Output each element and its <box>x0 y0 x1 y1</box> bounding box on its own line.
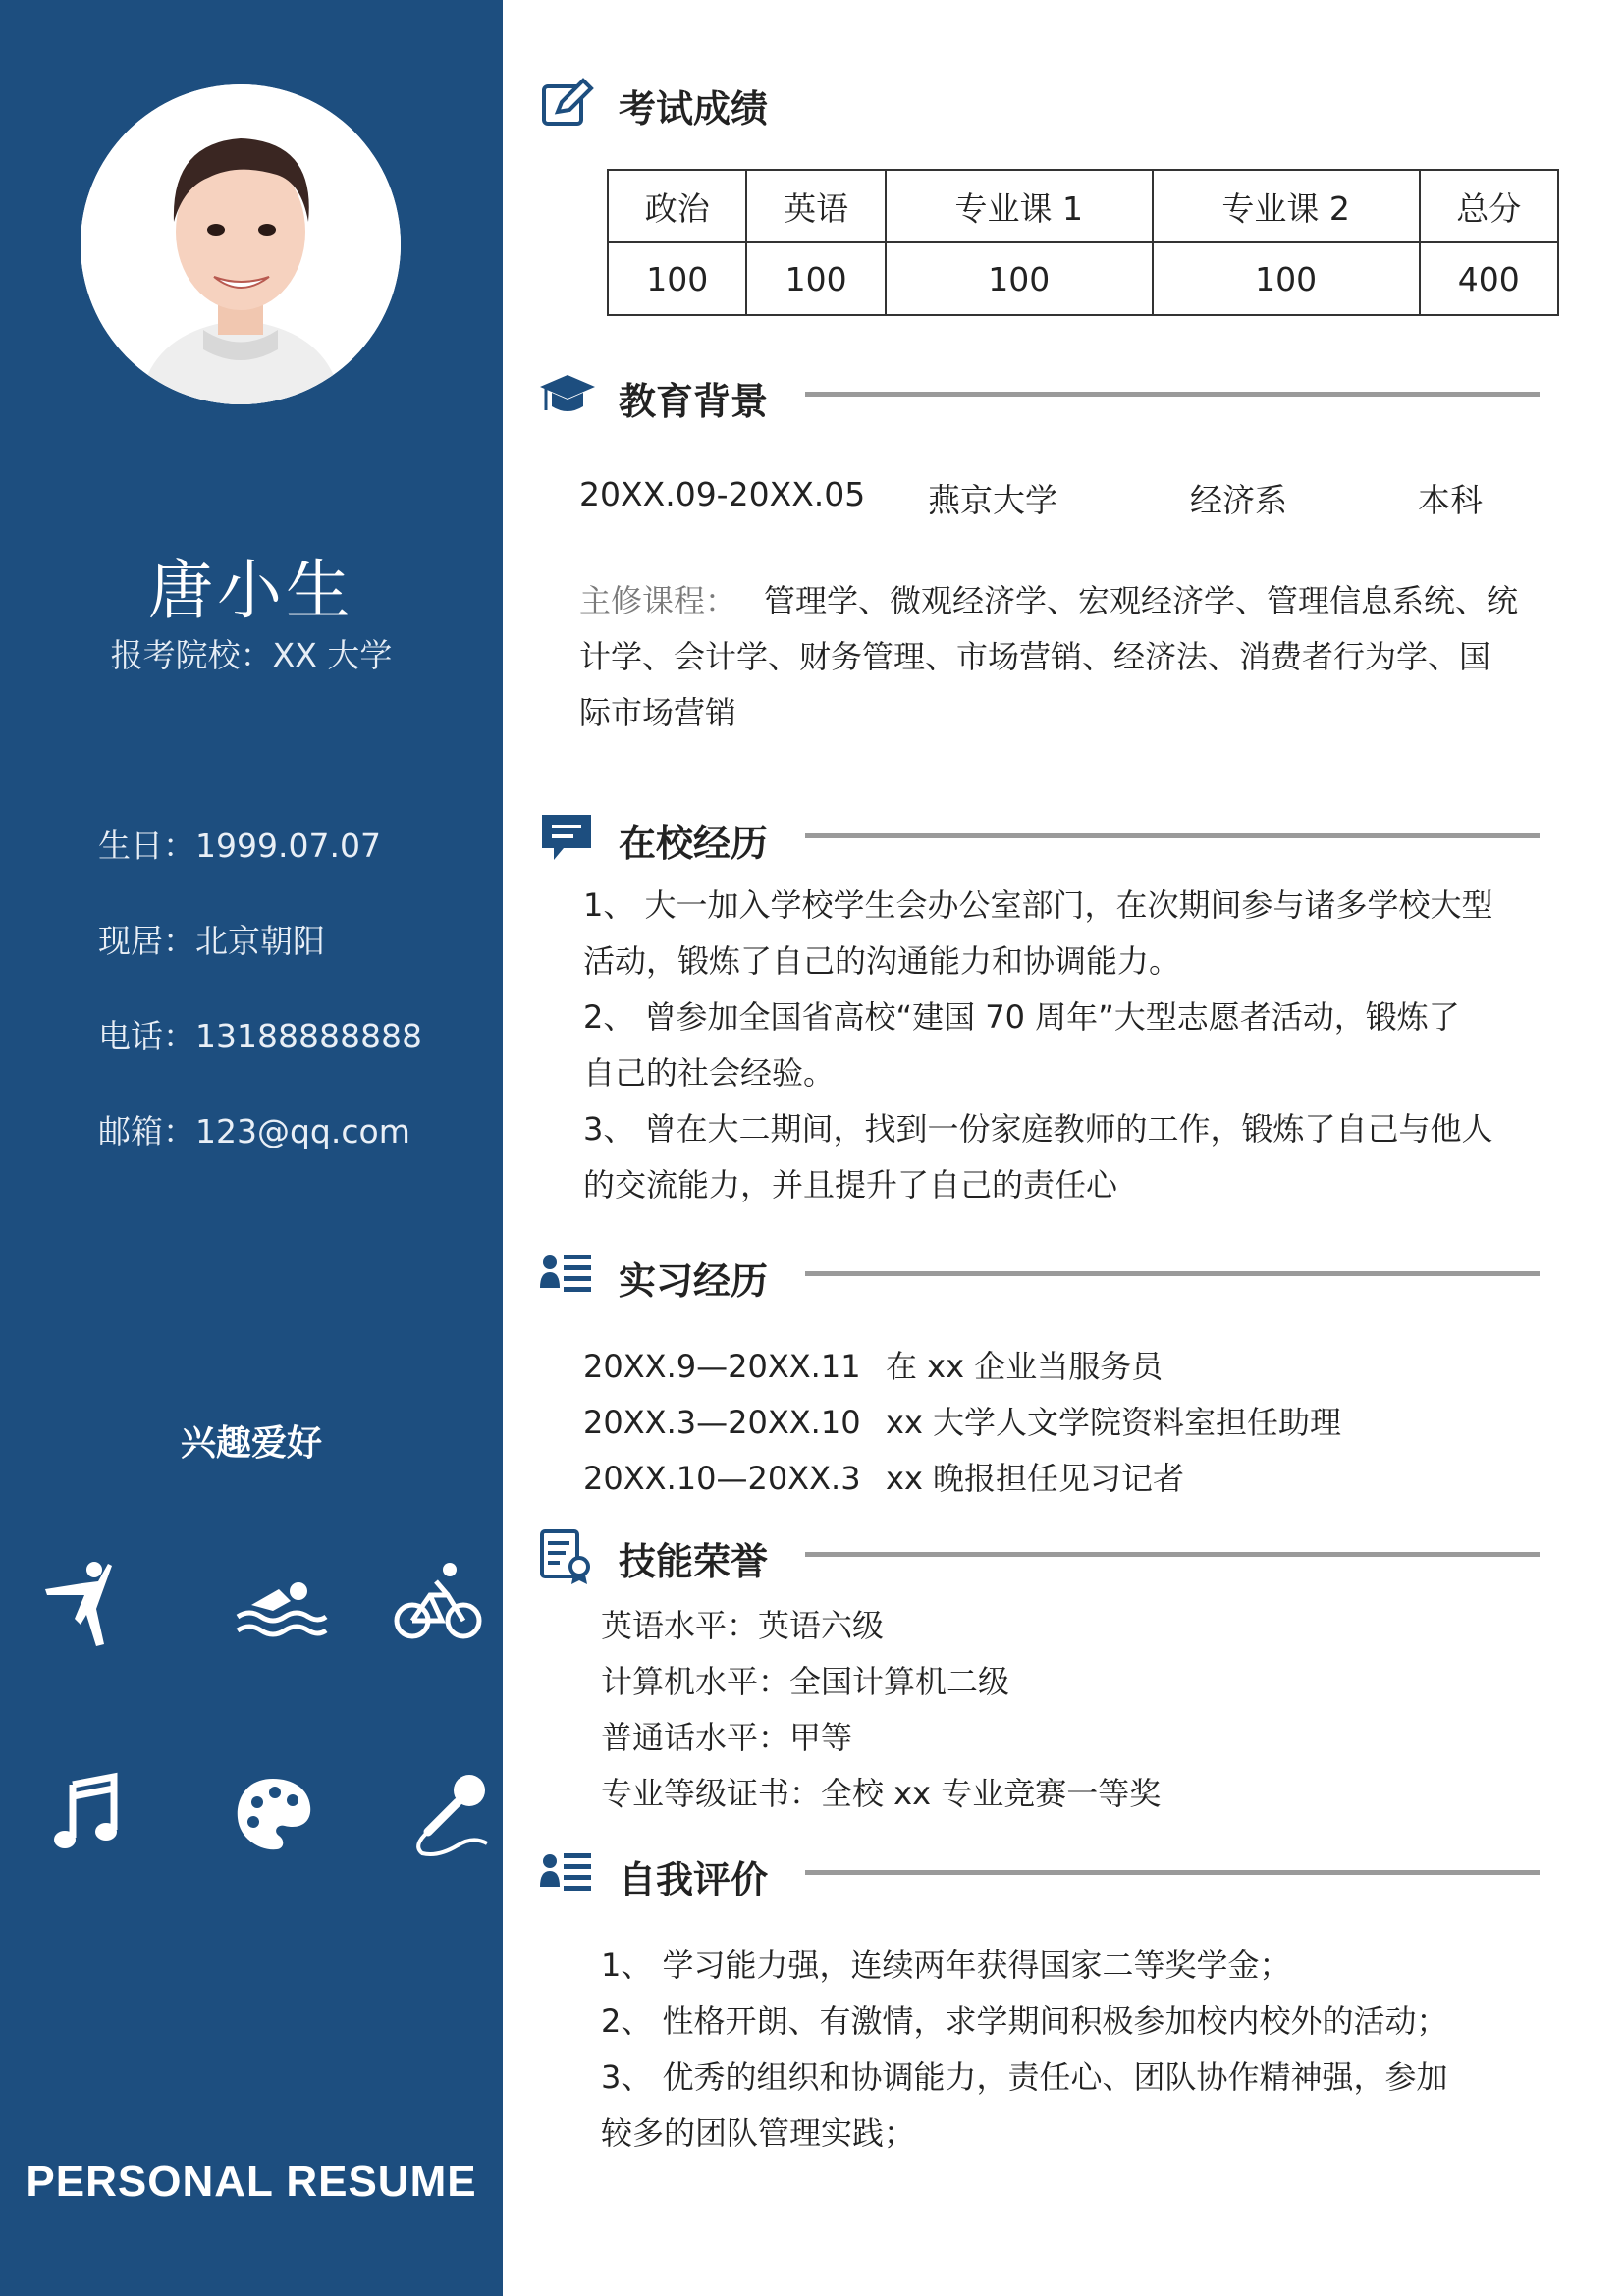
internship-period: 20XX.9—20XX.11 <box>583 1348 861 1385</box>
list-item: 较多的团队管理实践； <box>601 2114 916 2152</box>
microphone-icon <box>399 1767 493 1861</box>
courses-line: 管理学、微观经济学、宏观经济学、管理信息系统、统 <box>764 582 1519 619</box>
courses-label: 主修课程： <box>579 582 737 619</box>
list-item: 活动，锻炼了自己的沟通能力和协调能力。 <box>583 942 1181 980</box>
list-item: 自己的社会经验。 <box>583 1054 836 1092</box>
internship-desc: xx 晚报担任见习记者 <box>886 1460 1185 1497</box>
birthday: 生日：1999.07.07 <box>98 827 381 865</box>
table-cell: 400 <box>1420 242 1559 315</box>
exam-scores-title: 考试成绩 <box>619 87 769 131</box>
list-item <box>583 1451 1565 1507</box>
department: 经济系 <box>1190 481 1287 519</box>
yoga-icon <box>39 1556 134 1650</box>
edit-icon <box>538 75 595 132</box>
residence: 现居：北京朝阳 <box>98 922 325 960</box>
table-cell: 100 <box>746 242 885 315</box>
list-item: 1、 学习能力强，连续两年获得国家二等奖学金； <box>601 1947 1291 1984</box>
internship-title: 实习经历 <box>619 1259 769 1303</box>
list-item: 普通话水平：甲等 <box>601 1719 853 1756</box>
table-row <box>608 242 1558 315</box>
skills-list <box>601 1598 1583 1822</box>
campus-experience-list <box>583 878 1565 1213</box>
sidebar <box>0 0 503 2296</box>
portrait-photo <box>81 84 401 404</box>
cycling-icon <box>391 1556 485 1650</box>
list-item: 专业等级证书：全校 xx 专业竞赛一等奖 <box>601 1775 1162 1812</box>
user-list-icon <box>538 1845 595 1902</box>
list-item: 3、 优秀的组织和协调能力，责任心、团队协作精神强，参加 <box>601 2058 1448 2096</box>
hobbies-title: 兴趣爱好 <box>180 1423 322 1464</box>
exam-scores-table <box>607 169 1559 316</box>
list-item: 英语水平：英语六级 <box>601 1607 885 1644</box>
table-cell: 100 <box>886 242 1153 315</box>
list-item: 计算机水平：全国计算机二级 <box>601 1663 1010 1700</box>
personal-resume-label: PERSONAL RESUME <box>26 2158 477 2206</box>
target-school: 报考院校：XX 大学 <box>110 636 393 674</box>
list-item: 的交流能力，并且提升了自己的责任心 <box>583 1166 1118 1203</box>
certificate-icon <box>538 1527 595 1584</box>
chat-icon <box>538 809 595 866</box>
section-divider <box>805 1552 1540 1557</box>
section-divider <box>805 392 1540 397</box>
list-item <box>583 1339 1565 1395</box>
section-divider <box>805 833 1540 838</box>
internship-desc: xx 大学人文学院资料室担任助理 <box>886 1404 1342 1441</box>
phone: 电话：13188888888 <box>98 1017 422 1055</box>
list-item: 1、 大一加入学校学生会办公室部门，在次期间参与诸多学校大型 <box>583 886 1493 924</box>
courses <box>579 573 1561 741</box>
swimming-icon <box>234 1556 328 1650</box>
list-item: 2、 性格开朗、有激情，求学期间积极参加校内校外的活动； <box>601 2002 1448 2040</box>
email: 邮箱：123@qq.com <box>98 1112 410 1150</box>
list-item: 3、 曾在大二期间，找到一份家庭教师的工作，锻炼了自己与他人 <box>583 1110 1493 1148</box>
degree: 本科 <box>1418 481 1483 519</box>
candidate-name: 唐小生 <box>148 553 354 628</box>
list-item: 2、 曾参加全国省高校“建国 70 周年”大型志愿者活动，锻炼了 <box>583 998 1460 1036</box>
self-evaluation-title: 自我评价 <box>619 1858 769 1901</box>
self-evaluation-list <box>601 1938 1583 2162</box>
table-cell: 100 <box>1153 242 1420 315</box>
skills-title: 技能荣誉 <box>619 1540 769 1583</box>
courses-line: 际市场营销 <box>579 694 737 731</box>
internship-list <box>583 1339 1565 1507</box>
university: 燕京大学 <box>928 481 1057 519</box>
internship-period: 20XX.10—20XX.3 <box>583 1460 861 1497</box>
education-title: 教育背景 <box>619 380 769 423</box>
table-header-cell: 专业课 1 <box>886 170 1153 242</box>
table-header-cell: 政治 <box>608 170 746 242</box>
table-header-cell: 总分 <box>1420 170 1559 242</box>
user-list-icon <box>538 1247 595 1304</box>
table-cell: 100 <box>608 242 746 315</box>
table-header-row <box>608 170 1558 242</box>
section-divider <box>805 1271 1540 1276</box>
internship-period: 20XX.3—20XX.10 <box>583 1404 861 1441</box>
palette-icon <box>226 1767 320 1861</box>
section-divider <box>805 1870 1540 1875</box>
education-period: 20XX.09-20XX.05 <box>579 475 866 513</box>
campus-experience-title: 在校经历 <box>619 822 769 865</box>
table-header-cell: 英语 <box>746 170 885 242</box>
graduation-cap-icon <box>538 367 595 424</box>
courses-line: 计学、会计学、财务管理、市场营销、经济法、消费者行为学、国 <box>579 638 1491 675</box>
table-header-cell: 专业课 2 <box>1153 170 1420 242</box>
music-note-icon <box>43 1767 137 1861</box>
avatar <box>81 84 401 404</box>
list-item <box>583 1395 1565 1451</box>
internship-desc: 在 xx 企业当服务员 <box>886 1348 1164 1385</box>
